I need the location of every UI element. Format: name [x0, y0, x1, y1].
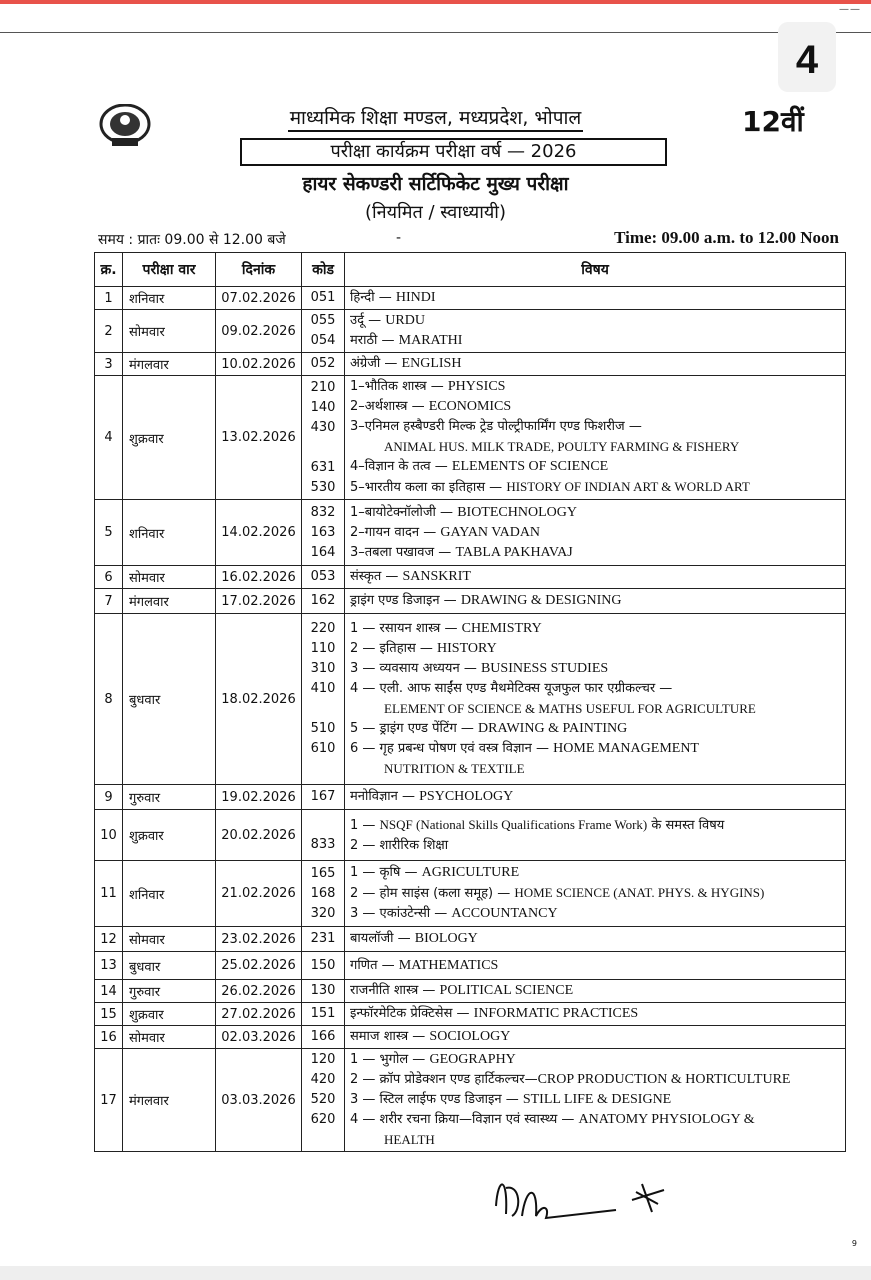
- subject-line: [350, 457, 844, 477]
- subject-hindi: 6 — गृह प्रबन्ध पोषण एवं वस्त्र विज्ञान —: [350, 741, 554, 756]
- subject-hindi: 1 —: [350, 817, 380, 833]
- subject-english: HINDI: [395, 290, 436, 305]
- subject-english: GEOGRAPHY: [429, 1052, 516, 1067]
- subject-code: 631: [310, 459, 336, 475]
- day-cell: मंगलवार: [123, 589, 216, 614]
- subject-code: 052: [310, 356, 336, 371]
- table-row: [95, 589, 846, 614]
- time-english: Time: 09.00 a.m. to 12.00 Noon: [614, 228, 839, 247]
- code-cell: [302, 1049, 345, 1152]
- date-cell: 07.02.2026: [216, 287, 302, 310]
- subject-continuation: ELEMENT OF SCIENCE & MATHS USEFUL FOR AGRICULTURE: [384, 701, 756, 716]
- board-name: माध्यमिक शिक्षा मण्डल, मध्यप्रदेश, भोपाल: [0, 104, 871, 132]
- code-cell: [302, 1003, 345, 1026]
- table-row: [95, 287, 846, 310]
- serial-cell: 5: [95, 500, 123, 566]
- day-cell: शनिवार: [123, 500, 216, 566]
- subject-hindi: 5–भारतीय कला का इतिहास —: [350, 480, 507, 495]
- subject-cell: [345, 861, 846, 927]
- subject-code: 833: [310, 837, 336, 852]
- subject-english: TABLA PAKHAVAJ: [455, 544, 573, 560]
- subject-line: [350, 523, 844, 543]
- serial-cell: 10: [95, 810, 123, 861]
- subject-line: [350, 1050, 844, 1070]
- col-date: दिनांक: [216, 253, 302, 287]
- subject-english: ACCOUNTANCY: [451, 906, 558, 921]
- subject-english: BUSINESS STUDIES: [480, 661, 609, 676]
- subject-cell: [345, 376, 846, 500]
- col-day: परीक्षा वार: [123, 253, 216, 287]
- subject-hindi: 1–बायोटेक्नॉलोजी —: [350, 504, 458, 520]
- subject-english: PHYSICS: [447, 379, 506, 394]
- table-row: [95, 566, 846, 589]
- subject-cell: [345, 287, 846, 310]
- date-cell: 23.02.2026: [216, 927, 302, 952]
- serial-cell: 7: [95, 589, 123, 614]
- subject-line: [350, 591, 844, 611]
- subject-hindi: हिन्दी —: [350, 290, 396, 305]
- subject-code: 410: [310, 681, 336, 696]
- subject-hindi: 1–भौतिक शास्त्र —: [350, 379, 448, 394]
- subject-hindi: अंग्रेजी —: [350, 356, 402, 371]
- subject-code: 165: [310, 865, 336, 881]
- code-cell: [302, 287, 345, 310]
- subject-cell: [345, 927, 846, 952]
- table-row: [95, 1003, 846, 1026]
- code-cell: [302, 952, 345, 980]
- date-cell: 13.02.2026: [216, 376, 302, 500]
- date-cell: 09.02.2026: [216, 310, 302, 353]
- subject-hindi: 4 — शरीर रचना क्रिया—विज्ञान एवं स्वास्थ्य —: [350, 1112, 579, 1127]
- serial-cell: 11: [95, 861, 123, 927]
- subject-code: 510: [310, 721, 336, 736]
- subject-english: DRAWING & DESIGNING: [460, 593, 622, 608]
- subject-hindi: 2 — होम साइंस (कला समूह) —: [350, 886, 515, 901]
- subject-line: [350, 311, 844, 331]
- subject-code: 620: [310, 1112, 336, 1127]
- day-cell: सोमवार: [123, 566, 216, 589]
- subject-code: 054: [310, 333, 336, 348]
- subject-code: 520: [310, 1092, 336, 1107]
- class-label: 12वीं: [742, 105, 804, 138]
- subject-cell: [345, 785, 846, 810]
- day-cell: बुधवार: [123, 614, 216, 785]
- subject-line: [350, 679, 844, 699]
- table-row: [95, 353, 846, 376]
- table-row: [95, 980, 846, 1003]
- subject-code: 430: [310, 419, 336, 435]
- subject-line: [350, 543, 844, 563]
- code-cell: [302, 500, 345, 566]
- subject-code: 530: [310, 479, 336, 495]
- date-cell: 14.02.2026: [216, 500, 302, 566]
- subject-line: [350, 981, 844, 1001]
- day-cell: बुधवार: [123, 952, 216, 980]
- subject-cell: [345, 1003, 846, 1026]
- subject-cell: [345, 1049, 846, 1152]
- subject-english: HISTORY: [437, 641, 497, 656]
- subject-hindi: 3–तबला पखावज —: [350, 544, 456, 560]
- subject-line: [350, 1070, 844, 1090]
- subject-english: ELEMENTS OF SCIENCE: [451, 459, 609, 474]
- date-cell: 02.03.2026: [216, 1026, 302, 1049]
- subject-english: HOME SCIENCE (ANAT. PHYS. & HYGINS): [514, 885, 765, 900]
- code-cell: [302, 810, 345, 861]
- col-code: कोड: [302, 253, 345, 287]
- subject-hindi: 1 — भुगोल —: [350, 1052, 430, 1067]
- subject-line: [350, 863, 844, 883]
- subject-code: 051: [310, 290, 336, 305]
- subject-hindi-suffix: के समस्त विषय: [647, 817, 725, 833]
- footer-page-number: 9: [851, 1239, 857, 1248]
- subject-english: SANSKRIT: [402, 569, 471, 584]
- code-cell: [302, 1026, 345, 1049]
- day-cell: शुक्रवार: [123, 376, 216, 500]
- col-subject: विषय: [345, 253, 846, 287]
- subject-code: 167: [310, 789, 336, 804]
- table-row: [95, 1049, 846, 1152]
- date-cell: 19.02.2026: [216, 785, 302, 810]
- subject-cell: [345, 589, 846, 614]
- signature: [486, 1166, 686, 1236]
- subject-cell: [345, 810, 846, 861]
- subject-hindi: संस्कृत —: [350, 569, 403, 584]
- serial-cell: 15: [95, 1003, 123, 1026]
- subject-cell: [345, 566, 846, 589]
- table-row: [95, 376, 846, 500]
- subject-hindi: 3–एनिमल हस्बैण्डरी मिल्क ट्रेड पोल्ट्रीफार्मिंग एण्ड फिशरीज —: [350, 419, 642, 434]
- code-cell: [302, 861, 345, 927]
- subject-code: 168: [310, 885, 336, 901]
- subject-line: [350, 815, 844, 836]
- subject-hindi: 4 — एली. आफ साईंस एण्ड मैथमेटिक्स यूजफुल फार एग्रीकल्चर —: [350, 681, 673, 696]
- exam-schedule-table: [94, 252, 846, 1152]
- code-cell: [302, 980, 345, 1003]
- day-cell: शुक्रवार: [123, 1003, 216, 1026]
- subject-code: 053: [310, 569, 336, 584]
- subject-line: [350, 354, 844, 374]
- subject-line: [350, 956, 844, 976]
- serial-cell: 6: [95, 566, 123, 589]
- subject-hindi: 1 — रसायन शास्त्र —: [350, 621, 462, 636]
- subject-line: [350, 417, 844, 437]
- subject-hindi: 4–विज्ञान के तत्व —: [350, 459, 452, 474]
- subject-hindi: राजनीति शास्त्र —: [350, 983, 440, 998]
- subject-hindi: बायलॉजी —: [350, 931, 415, 946]
- subject-hindi: 1 — कृषि —: [350, 865, 422, 880]
- code-cell: [302, 614, 345, 785]
- serial-cell: 3: [95, 353, 123, 376]
- subject-hindi: 2 — क्रॉप प्रोडेक्शन एण्ड हार्टिकल्चर—: [350, 1072, 538, 1087]
- table-row: [95, 310, 846, 353]
- subject-code: 832: [310, 504, 336, 520]
- subject-english: BIOTECHNOLOGY: [457, 504, 577, 520]
- day-cell: मंगलवार: [123, 353, 216, 376]
- subject-cell: [345, 952, 846, 980]
- serial-cell: 16: [95, 1026, 123, 1049]
- table-row: [95, 785, 846, 810]
- subject-hindi: 3 — स्टिल लाईफ एण्ड डिजाइन —: [350, 1092, 523, 1107]
- subject-english: STILL LIFE & DESIGNE: [522, 1092, 672, 1107]
- date-cell: 25.02.2026: [216, 952, 302, 980]
- subject-english: HISTORY OF INDIAN ART & WORLD ART: [506, 479, 750, 494]
- subject-line: [350, 331, 844, 351]
- subject-line: [350, 1110, 844, 1130]
- subject-hindi: मराठी —: [350, 333, 399, 348]
- top-accent-bar: [0, 0, 871, 4]
- subject-hindi: ड्राइंग एण्ड डिजाइन —: [350, 593, 461, 608]
- subject-hindi: गणित —: [350, 957, 399, 973]
- subject-hindi: 2–अर्थशास्त्र —: [350, 399, 429, 414]
- date-cell: 03.03.2026: [216, 1049, 302, 1152]
- subject-line: [350, 288, 844, 308]
- date-cell: 27.02.2026: [216, 1003, 302, 1026]
- subject-line: [350, 1004, 844, 1024]
- day-cell: शनिवार: [123, 861, 216, 927]
- subject-line: [350, 1090, 844, 1110]
- time-hindi: समय : प्रातः 09.00 से 12.00 बजे: [98, 232, 286, 248]
- subject-code: 130: [310, 983, 336, 998]
- date-cell: 20.02.2026: [216, 810, 302, 861]
- subject-hindi: 2–गायन वादन —: [350, 524, 441, 540]
- table-row: [95, 927, 846, 952]
- col-serial: क्र.: [95, 253, 123, 287]
- top-divider: [0, 32, 871, 33]
- subject-hindi: 2 — इतिहास —: [350, 641, 438, 656]
- subject-english: NSQF (National Skills Qualifications Frame Work): [379, 816, 648, 832]
- subject-code: 110: [310, 641, 336, 656]
- serial-cell: 2: [95, 310, 123, 353]
- code-cell: [302, 927, 345, 952]
- subject-code: 610: [310, 741, 336, 756]
- subject-continuation: ANIMAL HUS. MILK TRADE, POULTY FARMING & FISHERY: [384, 439, 740, 454]
- subject-hindi: समाज शास्त्र —: [350, 1029, 430, 1044]
- subject-english: GAYAN VADAN: [440, 524, 541, 540]
- subject-hindi: इन्फॉरमेटिक प्रेक्टिसेस —: [350, 1006, 474, 1021]
- serial-cell: 17: [95, 1049, 123, 1152]
- subject-code: 320: [310, 905, 336, 921]
- day-cell: गुरुवार: [123, 785, 216, 810]
- time-separator: -: [396, 230, 402, 246]
- exam-category: (नियमित / स्वाध्यायी): [365, 202, 506, 223]
- subject-cell: [345, 310, 846, 353]
- more-options-icon[interactable]: ——: [839, 4, 861, 15]
- subject-line: [350, 397, 844, 417]
- subject-english: INFORMATIC PRACTICES: [473, 1006, 639, 1021]
- subject-hindi: 3 — एकांउटेन्सी —: [350, 906, 452, 921]
- serial-cell: 8: [95, 614, 123, 785]
- date-cell: 16.02.2026: [216, 566, 302, 589]
- subject-line: [350, 639, 844, 659]
- subject-hindi: मनोविज्ञान —: [350, 789, 420, 804]
- subject-english: POLITICAL SCIENCE: [439, 983, 574, 998]
- serial-cell: 14: [95, 980, 123, 1003]
- subject-line: [350, 477, 844, 498]
- serial-cell: 1: [95, 287, 123, 310]
- subject-english: HOME MANAGEMENT: [553, 741, 699, 756]
- table-row: [95, 614, 846, 785]
- code-cell: [302, 310, 345, 353]
- subject-line: [350, 503, 844, 523]
- subject-line: [350, 377, 844, 397]
- subject-english: URDU: [385, 313, 425, 328]
- bottom-bar: [0, 1266, 871, 1280]
- day-cell: शनिवार: [123, 287, 216, 310]
- table-row: [95, 1026, 846, 1049]
- serial-cell: 12: [95, 927, 123, 952]
- subject-cell: [345, 1026, 846, 1049]
- subject-english: DRAWING & PAINTING: [478, 721, 628, 736]
- subject-cell: [345, 614, 846, 785]
- table-row: [95, 810, 846, 861]
- subject-code: 210: [310, 379, 336, 395]
- subject-code: 151: [310, 1006, 336, 1021]
- subject-hindi: उर्दू —: [350, 313, 386, 328]
- subject-line: [350, 836, 844, 856]
- date-cell: 18.02.2026: [216, 614, 302, 785]
- subject-code: 164: [310, 544, 336, 560]
- subject-line: [350, 1027, 844, 1047]
- subject-english: CHEMISTRY: [461, 621, 542, 636]
- table-row: [95, 861, 846, 927]
- subject-code: 162: [310, 593, 336, 608]
- subject-line: [350, 659, 844, 679]
- table-row: [95, 952, 846, 980]
- subject-code: 220: [310, 621, 336, 636]
- day-cell: गुरुवार: [123, 980, 216, 1003]
- serial-cell: 13: [95, 952, 123, 980]
- subject-code: 420: [310, 1072, 336, 1087]
- code-spacer: [303, 438, 343, 458]
- subject-code: 150: [310, 957, 336, 973]
- subject-english: CROP PRODUCTION & HORTICULTURE: [537, 1072, 791, 1087]
- day-cell: शुक्रवार: [123, 810, 216, 861]
- subject-line: [350, 739, 844, 759]
- subject-code: 120: [310, 1052, 336, 1067]
- table-row: [95, 500, 846, 566]
- day-cell: मंगलवार: [123, 1049, 216, 1152]
- subject-line: [350, 787, 844, 807]
- subject-line: [350, 929, 844, 949]
- code-cell: [302, 353, 345, 376]
- subject-line: [350, 904, 844, 924]
- subject-line: [350, 719, 844, 739]
- subject-continuation: HEALTH: [384, 1132, 435, 1147]
- subject-hindi: 3 — व्यवसाय अध्ययन —: [350, 661, 481, 676]
- subject-english: PSYCHOLOGY: [419, 789, 514, 804]
- subject-english: ENGLISH: [401, 356, 462, 371]
- subject-line: [350, 567, 844, 587]
- date-cell: 21.02.2026: [216, 861, 302, 927]
- exam-title: हायर सेकण्डरी सर्टिफिकेट मुख्य परीक्षा: [302, 173, 569, 195]
- subject-code: 163: [310, 524, 336, 540]
- subject-english: MARATHI: [398, 333, 463, 348]
- subject-english: AGRICULTURE: [421, 865, 520, 880]
- subject-english: SOCIOLOGY: [429, 1029, 511, 1044]
- day-cell: सोमवार: [123, 310, 216, 353]
- day-cell: सोमवार: [123, 927, 216, 952]
- subject-line: [350, 883, 844, 904]
- subject-cell: [345, 353, 846, 376]
- date-cell: 26.02.2026: [216, 980, 302, 1003]
- code-cell: [302, 785, 345, 810]
- subject-code: 140: [310, 399, 336, 415]
- date-cell: 17.02.2026: [216, 589, 302, 614]
- subject-hindi: 2 — शारीरिक शिक्षा: [350, 837, 449, 853]
- subject-cell: [345, 980, 846, 1003]
- code-cell: [302, 376, 345, 500]
- day-cell: सोमवार: [123, 1026, 216, 1049]
- program-title: परीक्षा कार्यक्रम परीक्षा वर्ष — 2026: [240, 138, 667, 166]
- subject-code: 055: [310, 313, 336, 328]
- subject-line: [350, 619, 844, 639]
- code-cell: [302, 589, 345, 614]
- subject-code: 231: [310, 931, 336, 946]
- serial-cell: 9: [95, 785, 123, 810]
- subject-hindi: 5 — ड्राइंग एण्ड पेंटिंग —: [350, 721, 479, 736]
- code-spacer: [303, 759, 343, 779]
- code-cell: [302, 566, 345, 589]
- subject-english: ECONOMICS: [428, 399, 512, 414]
- code-spacer: [303, 1130, 343, 1150]
- subject-code: [303, 815, 343, 835]
- subject-code: 166: [310, 1029, 336, 1044]
- serial-cell: 4: [95, 376, 123, 500]
- subject-cell: [345, 500, 846, 566]
- subject-english: MATHEMATICS: [398, 957, 499, 973]
- subject-english: BIOLOGY: [414, 931, 478, 946]
- subject-continuation: NUTRITION & TEXTILE: [384, 761, 525, 776]
- subject-code: 310: [310, 661, 336, 676]
- date-cell: 10.02.2026: [216, 353, 302, 376]
- code-spacer: [303, 699, 343, 719]
- table-header-row: [95, 253, 846, 287]
- subject-english: ANATOMY PHYSIOLOGY &: [578, 1112, 755, 1127]
- page-number-badge: 4: [778, 22, 836, 92]
